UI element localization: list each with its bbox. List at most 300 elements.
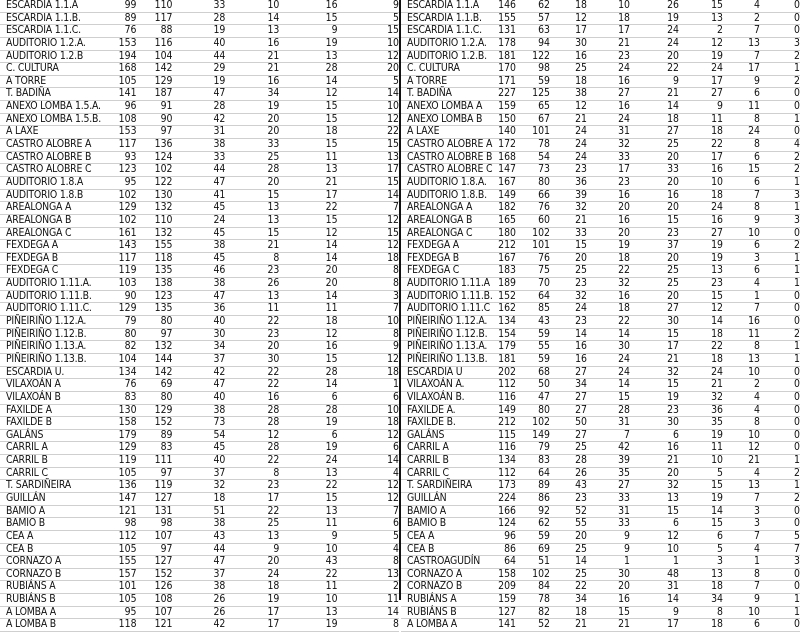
vote-count-cell: 182: [475, 202, 516, 215]
vote-count-cell: 45: [172, 202, 225, 215]
vote-count-cell: 119: [137, 480, 173, 493]
vote-count-cell: 135: [137, 303, 173, 316]
vote-count-cell: 8: [338, 278, 399, 291]
vote-count-cell: 7: [338, 303, 399, 316]
polling-station-name: A TORRE: [401, 75, 475, 88]
polling-station-name: CASTRO ALOBRE A: [0, 139, 106, 152]
vote-count-cell: 105: [106, 594, 137, 607]
vote-count-cell: 131: [475, 25, 516, 38]
vote-count-cell: 10: [679, 176, 723, 189]
table-row: [0, 101, 399, 114]
vote-count-cell: 101: [516, 240, 550, 253]
vote-count-cell: 37: [172, 568, 225, 581]
vote-count-cell: 27: [630, 126, 679, 139]
vote-count-cell: 6: [279, 391, 337, 404]
vote-count-cell: 136: [137, 139, 173, 152]
table-row: [0, 606, 399, 619]
vote-count-cell: 12: [338, 50, 399, 63]
vote-count-cell: 1: [760, 113, 800, 126]
table-row: [0, 303, 399, 316]
polling-station-name: CEA A: [0, 530, 106, 543]
vote-count-cell: 8: [723, 417, 760, 430]
vote-count-cell: 11: [225, 303, 279, 316]
vote-count-cell: 141: [475, 619, 516, 632]
vote-count-cell: 21: [225, 50, 279, 63]
table-row: [0, 581, 399, 594]
vote-count-cell: 15: [630, 379, 679, 392]
table-row: [401, 404, 800, 417]
vote-count-cell: 7: [338, 202, 399, 215]
vote-count-cell: 7: [338, 505, 399, 518]
table-row: [0, 25, 399, 38]
vote-count-cell: 4: [760, 139, 800, 152]
polling-station-name: CORNAZO B: [401, 581, 475, 594]
vote-count-cell: 17: [225, 619, 279, 632]
vote-count-cell: 3: [760, 189, 800, 202]
vote-count-cell: 138: [137, 278, 173, 291]
vote-count-cell: 17: [587, 25, 630, 38]
vote-count-cell: 80: [137, 391, 173, 404]
polling-station-name: FEXDEGA A: [0, 240, 106, 253]
vote-count-cell: 155: [475, 12, 516, 25]
vote-count-cell: 102: [137, 164, 173, 177]
vote-count-cell: 24: [679, 202, 723, 215]
vote-count-cell: 64: [516, 290, 550, 303]
vote-count-cell: 27: [550, 404, 587, 417]
vote-count-cell: 42: [172, 366, 225, 379]
vote-count-cell: 12: [338, 429, 399, 442]
vote-count-cell: 8: [338, 265, 399, 278]
vote-count-cell: 118: [106, 619, 137, 632]
polling-station-name: PIÑEIRIÑO 1.12.A.: [0, 316, 106, 329]
vote-count-cell: 39: [550, 189, 587, 202]
polling-station-name: CORNAZO A: [401, 568, 475, 581]
vote-count-cell: 18: [679, 353, 723, 366]
vote-count-cell: 47: [172, 556, 225, 569]
vote-count-cell: 34: [225, 88, 279, 101]
vote-count-cell: 31: [587, 505, 630, 518]
vote-count-cell: 13: [225, 25, 279, 38]
vote-count-cell: 9: [338, 0, 399, 12]
vote-count-cell: 18: [279, 126, 337, 139]
table-row: [401, 88, 800, 101]
vote-count-cell: 64: [475, 556, 516, 569]
vote-count-cell: 31: [587, 417, 630, 430]
vote-count-cell: 31: [172, 126, 225, 139]
vote-count-cell: 15: [279, 113, 337, 126]
vote-count-cell: 84: [516, 581, 550, 594]
vote-count-cell: 41: [172, 189, 225, 202]
vote-count-cell: 101: [106, 581, 137, 594]
vote-count-cell: 15: [225, 227, 279, 240]
vote-count-cell: 30: [630, 417, 679, 430]
vote-count-cell: 2: [760, 328, 800, 341]
vote-count-cell: 20: [587, 227, 630, 240]
polling-station-name: ANEXO LOMBA 1.5.B.: [0, 113, 106, 126]
polling-station-name: PIÑEIRIÑO 1.13.B.: [0, 353, 106, 366]
vote-count-cell: 22: [679, 341, 723, 354]
vote-count-cell: 38: [172, 518, 225, 531]
vote-count-cell: 6: [630, 518, 679, 531]
vote-count-cell: 10: [279, 594, 337, 607]
polling-station-name: AREALONGA C: [0, 227, 106, 240]
polling-station-name: CARRIL C: [401, 467, 475, 480]
vote-count-cell: 0: [760, 379, 800, 392]
vote-count-cell: 118: [137, 252, 173, 265]
vote-count-cell: 149: [475, 404, 516, 417]
vote-count-cell: 15: [279, 492, 337, 505]
vote-count-cell: 33: [587, 151, 630, 164]
table-row: [401, 594, 800, 607]
vote-count-cell: 28: [225, 442, 279, 455]
vote-count-cell: 51: [516, 556, 550, 569]
vote-count-cell: 4: [723, 467, 760, 480]
vote-count-cell: 20: [279, 278, 337, 291]
vote-count-cell: 97: [137, 126, 173, 139]
vote-count-cell: 20: [338, 63, 399, 76]
vote-count-cell: 21: [550, 113, 587, 126]
vote-count-cell: 29: [172, 63, 225, 76]
vote-count-cell: 14: [630, 594, 679, 607]
vote-count-cell: 4: [338, 543, 399, 556]
polling-station-name: T. BADIÑA: [401, 88, 475, 101]
vote-count-cell: 19: [679, 429, 723, 442]
vote-count-cell: 18: [279, 316, 337, 329]
vote-count-cell: 17: [587, 164, 630, 177]
vote-count-cell: 19: [279, 417, 337, 430]
vote-count-cell: 121: [137, 619, 173, 632]
vote-count-cell: 32: [630, 366, 679, 379]
polling-station-name: CEA B: [401, 543, 475, 556]
vote-count-cell: 66: [516, 189, 550, 202]
vote-count-cell: 129: [137, 75, 173, 88]
vote-count-cell: 13: [279, 606, 337, 619]
vote-count-cell: 9: [338, 341, 399, 354]
polling-station-name: ESCARDIA 1.1.A: [0, 0, 106, 12]
polling-station-name: AUDITORIO 1.11.B.: [0, 290, 106, 303]
vote-count-cell: 101: [516, 126, 550, 139]
vote-count-cell: 127: [137, 492, 173, 505]
vote-count-cell: 14: [279, 240, 337, 253]
vote-count-cell: 123: [106, 164, 137, 177]
vote-count-cell: 2: [723, 12, 760, 25]
vote-count-cell: 129: [106, 442, 137, 455]
right-table-body: [401, 0, 800, 632]
vote-count-cell: 10: [723, 429, 760, 442]
vote-count-cell: 18: [225, 581, 279, 594]
table-row: [401, 568, 800, 581]
vote-count-cell: 17: [630, 341, 679, 354]
vote-count-cell: 0: [760, 581, 800, 594]
table-row: [0, 50, 399, 63]
vote-count-cell: 82: [516, 606, 550, 619]
table-row: [0, 568, 399, 581]
vote-count-cell: 10: [338, 316, 399, 329]
vote-count-cell: 27: [587, 88, 630, 101]
vote-count-cell: 23: [225, 328, 279, 341]
vote-count-cell: 92: [516, 505, 550, 518]
vote-count-cell: 16: [225, 75, 279, 88]
vote-count-cell: 6: [723, 265, 760, 278]
polling-station-name: AREALONGA A: [401, 202, 475, 215]
vote-count-cell: 89: [137, 429, 173, 442]
vote-count-cell: 13: [723, 353, 760, 366]
vote-count-cell: 25: [630, 278, 679, 291]
vote-count-cell: 98: [137, 518, 173, 531]
vote-count-cell: 13: [679, 568, 723, 581]
vote-count-cell: 1: [760, 606, 800, 619]
table-row: [401, 240, 800, 253]
vote-count-cell: 14: [338, 189, 399, 202]
vote-count-cell: 22: [279, 202, 337, 215]
vote-count-cell: 124: [137, 151, 173, 164]
vote-count-cell: 24: [172, 214, 225, 227]
vote-count-cell: 0: [760, 88, 800, 101]
vote-count-cell: 18: [587, 303, 630, 316]
vote-count-cell: 47: [172, 290, 225, 303]
vote-count-cell: 28: [279, 63, 337, 76]
vote-count-cell: 26: [630, 0, 679, 12]
vote-count-cell: 16: [550, 50, 587, 63]
vote-count-cell: 83: [137, 442, 173, 455]
table-row: [0, 126, 399, 139]
vote-count-cell: 13: [679, 12, 723, 25]
table-row: [0, 543, 399, 556]
vote-count-cell: 16: [279, 0, 337, 12]
vote-count-cell: 30: [225, 353, 279, 366]
table-row: [401, 278, 800, 291]
vote-count-cell: 43: [172, 530, 225, 543]
vote-count-cell: 19: [172, 75, 225, 88]
polling-station-name: ANEXO LOMBA 1.5.A.: [0, 101, 106, 114]
polling-station-name: ANEXO LOMBA A: [401, 101, 475, 114]
vote-count-cell: 115: [475, 429, 516, 442]
vote-count-cell: 51: [172, 505, 225, 518]
vote-count-cell: 149: [475, 189, 516, 202]
table-row: [401, 126, 800, 139]
vote-count-cell: 11: [723, 101, 760, 114]
vote-count-cell: 12: [279, 328, 337, 341]
vote-count-cell: 14: [630, 101, 679, 114]
vote-count-cell: 110: [137, 214, 173, 227]
left-table-body: [0, 0, 399, 632]
vote-count-cell: 23: [630, 404, 679, 417]
table-row: [401, 316, 800, 329]
vote-count-cell: 189: [475, 278, 516, 291]
vote-count-cell: 30: [172, 328, 225, 341]
vote-count-cell: 91: [137, 101, 173, 114]
vote-count-cell: 28: [225, 404, 279, 417]
vote-count-cell: 152: [475, 290, 516, 303]
vote-count-cell: 16: [225, 37, 279, 50]
vote-count-cell: 21: [279, 176, 337, 189]
vote-count-cell: 136: [106, 480, 137, 493]
polling-station-name: A LAXE: [0, 126, 106, 139]
vote-count-cell: 129: [137, 404, 173, 417]
vote-count-cell: 96: [106, 101, 137, 114]
polling-station-name: CASTRO ALOBRE B: [0, 151, 106, 164]
vote-count-cell: 134: [106, 366, 137, 379]
vote-count-cell: 76: [106, 25, 137, 38]
vote-count-cell: 0: [760, 290, 800, 303]
vote-count-cell: 6: [338, 442, 399, 455]
vote-count-cell: 8: [723, 568, 760, 581]
vote-count-cell: 16: [550, 353, 587, 366]
vote-count-cell: 14: [338, 88, 399, 101]
vote-count-cell: 22: [225, 455, 279, 468]
vote-count-cell: 102: [516, 568, 550, 581]
vote-count-cell: 8: [225, 252, 279, 265]
vote-count-cell: 5: [338, 12, 399, 25]
vote-count-cell: 0: [760, 619, 800, 632]
vote-count-cell: 13: [279, 467, 337, 480]
table-row: [401, 341, 800, 354]
table-row: [0, 328, 399, 341]
vote-count-cell: 10: [723, 606, 760, 619]
vote-count-cell: 28: [587, 404, 630, 417]
polling-station-name: FEXDEGA B: [0, 252, 106, 265]
table-row: [401, 467, 800, 480]
vote-count-cell: 59: [516, 530, 550, 543]
vote-count-cell: 7: [723, 189, 760, 202]
vote-count-cell: 12: [550, 101, 587, 114]
vote-count-cell: 28: [279, 366, 337, 379]
vote-count-cell: 62: [516, 0, 550, 12]
polling-station-name: ESCARDIA U: [401, 366, 475, 379]
vote-count-cell: 14: [338, 455, 399, 468]
vote-count-cell: 22: [338, 126, 399, 139]
vote-count-cell: 23: [225, 265, 279, 278]
right-results-table: [401, 0, 801, 632]
vote-count-cell: 0: [760, 417, 800, 430]
vote-count-cell: 23: [587, 50, 630, 63]
vote-count-cell: 14: [550, 328, 587, 341]
vote-count-cell: 8: [679, 606, 723, 619]
vote-count-cell: 11: [679, 113, 723, 126]
vote-count-cell: 129: [106, 303, 137, 316]
table-row: [0, 429, 399, 442]
vote-count-cell: 19: [587, 240, 630, 253]
vote-count-cell: 17: [225, 606, 279, 619]
vote-count-cell: 172: [475, 139, 516, 152]
vote-count-cell: 24: [679, 366, 723, 379]
vote-count-cell: 40: [172, 391, 225, 404]
table-row: [401, 556, 800, 569]
vote-count-cell: 19: [225, 594, 279, 607]
vote-count-cell: 33: [630, 164, 679, 177]
vote-count-cell: 25: [550, 568, 587, 581]
vote-count-cell: 171: [475, 75, 516, 88]
vote-count-cell: 11: [279, 518, 337, 531]
table-row: [401, 202, 800, 215]
polling-station-name: GALÁNS: [401, 429, 475, 442]
vote-count-cell: 8: [723, 139, 760, 152]
polling-station-name: GUILLÁN: [401, 492, 475, 505]
vote-count-cell: 112: [106, 530, 137, 543]
vote-count-cell: 16: [587, 290, 630, 303]
vote-count-cell: 15: [279, 139, 337, 152]
vote-count-cell: 2: [338, 581, 399, 594]
vote-count-cell: 11: [279, 303, 337, 316]
vote-count-cell: 23: [587, 176, 630, 189]
vote-count-cell: 14: [279, 379, 337, 392]
vote-count-cell: 102: [106, 189, 137, 202]
table-row: [0, 455, 399, 468]
vote-count-cell: 21: [225, 63, 279, 76]
vote-count-cell: 21: [630, 353, 679, 366]
vote-count-cell: 119: [106, 265, 137, 278]
vote-count-cell: 25: [630, 139, 679, 152]
vote-count-cell: 11: [679, 442, 723, 455]
table-row: [401, 505, 800, 518]
vote-count-cell: 34: [679, 594, 723, 607]
vote-count-cell: 17: [679, 75, 723, 88]
vote-count-cell: 22: [279, 480, 337, 493]
vote-count-cell: 6: [723, 151, 760, 164]
vote-count-cell: 23: [225, 480, 279, 493]
vote-count-cell: 27: [679, 227, 723, 240]
polling-station-name: VILAXOÁN A.: [401, 379, 475, 392]
polling-station-name: AUDITORIO 1.2.B.: [401, 50, 475, 63]
vote-count-cell: 33: [550, 227, 587, 240]
vote-count-cell: 8: [338, 556, 399, 569]
vote-count-cell: 154: [475, 328, 516, 341]
polling-station-name: RUBIÁNS A: [0, 581, 106, 594]
vote-count-cell: 17: [723, 63, 760, 76]
vote-count-cell: 159: [475, 594, 516, 607]
table-row: [0, 316, 399, 329]
vote-count-cell: 76: [516, 252, 550, 265]
table-row: [0, 556, 399, 569]
vote-count-cell: 179: [106, 429, 137, 442]
vote-count-cell: 4: [723, 278, 760, 291]
vote-count-cell: 8: [723, 341, 760, 354]
table-row: [401, 455, 800, 468]
vote-count-cell: 20: [225, 176, 279, 189]
polling-station-name: A TORRE: [0, 75, 106, 88]
vote-count-cell: 18: [679, 189, 723, 202]
vote-count-cell: 21: [723, 455, 760, 468]
vote-count-cell: 80: [516, 176, 550, 189]
table-row: [401, 164, 800, 177]
vote-count-cell: 20: [630, 151, 679, 164]
vote-count-cell: 134: [475, 455, 516, 468]
table-row: [401, 581, 800, 594]
vote-count-cell: 32: [172, 480, 225, 493]
vote-count-cell: 18: [587, 252, 630, 265]
vote-count-cell: 2: [760, 240, 800, 253]
vote-count-cell: 20: [630, 252, 679, 265]
vote-count-cell: 127: [137, 556, 173, 569]
polling-station-name: FAXILDE B: [0, 417, 106, 430]
vote-count-cell: 10: [723, 227, 760, 240]
vote-count-cell: 0: [760, 391, 800, 404]
vote-count-cell: 15: [630, 328, 679, 341]
polling-station-name: BAMIO B: [0, 518, 106, 531]
vote-count-cell: 14: [587, 328, 630, 341]
vote-count-cell: 35: [679, 417, 723, 430]
vote-count-cell: 16: [587, 101, 630, 114]
table-row: [401, 328, 800, 341]
vote-count-cell: 25: [550, 63, 587, 76]
vote-count-cell: 150: [475, 113, 516, 126]
vote-count-cell: 112: [475, 467, 516, 480]
vote-count-cell: 13: [723, 480, 760, 493]
vote-count-cell: 38: [172, 278, 225, 291]
vote-count-cell: 168: [475, 151, 516, 164]
vote-count-cell: 50: [516, 379, 550, 392]
vote-count-cell: 26: [172, 594, 225, 607]
